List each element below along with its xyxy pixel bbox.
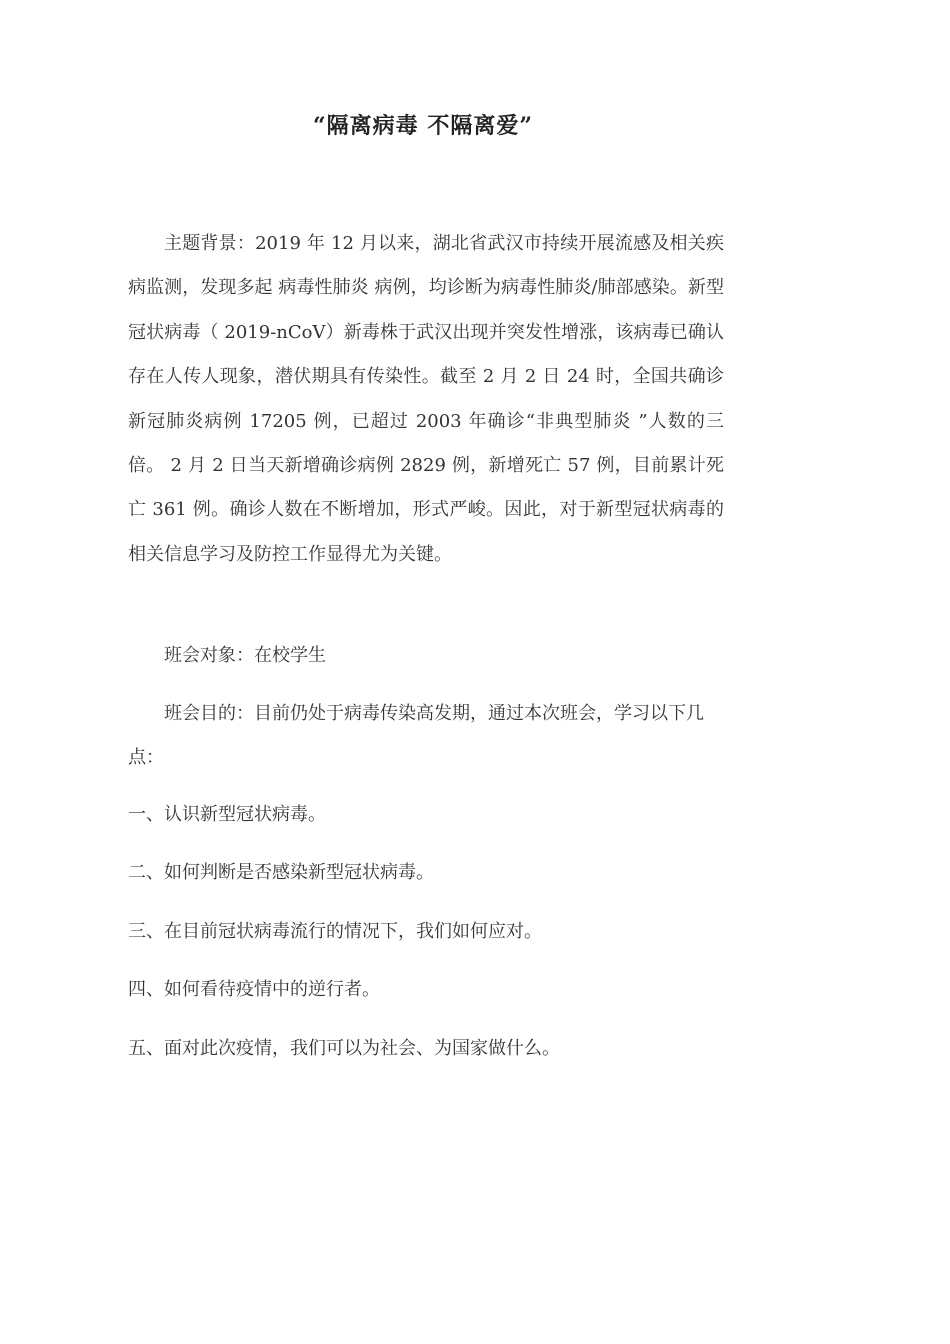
- objective-item: 三、在目前冠状病毒流行的情况下，我们如何应对。: [128, 920, 542, 942]
- background-paragraph: 主题背景：2019 年 12 月以来，湖北省武汉市持续开展流感及相关疾病监测，发现多起 病毒性肺炎 病例，均诊断为病毒性肺炎/肺部感染。新型冠状病毒（ 2019-nCoV）新毒株于武汉出现并突发性增涨，该病毒已确认存在人传人现象，潜伏期具有传染性。截至 2 月 2 日 24 时，全国共确诊新冠肺炎病例 17205 例，已超过 2003 年确诊“非典型肺炎 ”人数的三倍。 2 月 2 日当天新增确诊病例 2829 例，新增死亡 57 例，目前累计死亡 361 例。确诊人数在不断增加，形式严峻。因此，对于新型冠状病毒的相关信息学习及防控工作显得尤为关键。: [128, 233, 724, 565]
- objective-item: 二、如何判断是否感染新型冠状病毒。: [128, 862, 434, 884]
- document-title: “隔离病毒 不隔离爱”: [313, 113, 533, 139]
- objective-item: 四、如何看待疫情中的逆行者。: [128, 979, 380, 1001]
- objectives-list: [128, 795, 748, 1087]
- purpose-paragraph: 班会目的：目前仍处于病毒传染高发期，通过本次班会，学习以下几点：: [128, 703, 704, 769]
- target-paragraph: 班会对象：在校学生: [164, 645, 326, 666]
- objective-item: 一、认识新型冠状病毒。: [128, 804, 326, 825]
- objective-item: 五、面对此次疫情，我们可以为社会、为国家做什么。: [128, 1037, 560, 1059]
